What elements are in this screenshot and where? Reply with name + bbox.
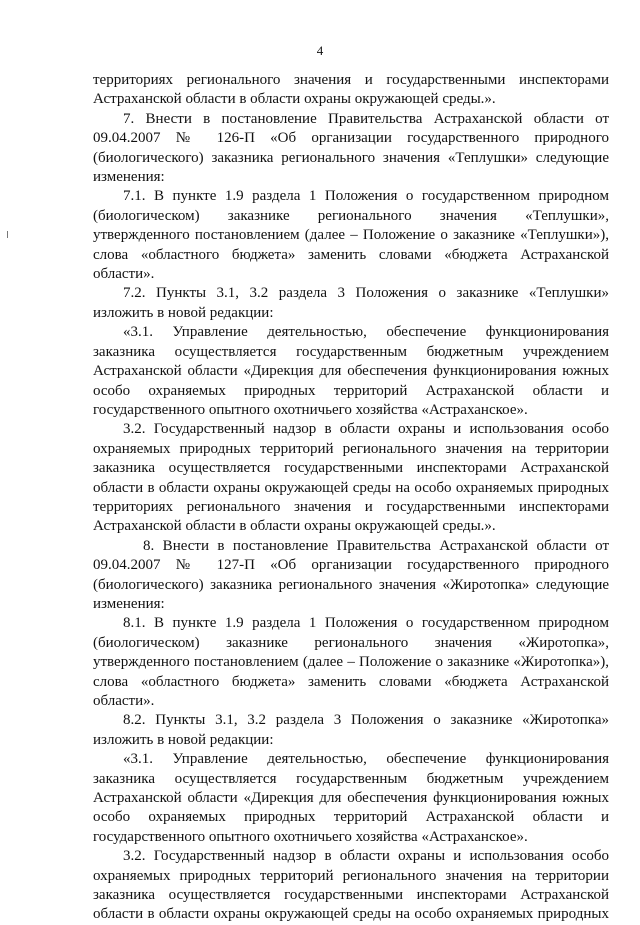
paragraph-continuation: территориях регионального значения и государственными инспекторами Астраханской области в области охраны окружающей среды.». [93, 72, 609, 108]
paragraph-item-8-1: 8.1. В пункте 1.9 раздела 1 Положения о государственном природном (биологическом) заказнике регионального значения «Жиротопка», утвержденного постановлением (далее – Положение о заказнике «Жиротопка»), слова «областного бюджета» заменить словами «бюджета Астраханской области». [93, 615, 609, 709]
paragraph-item-7-2: 7.2. Пункты 3.1, 3.2 раздела 3 Положения о заказнике «Теплушки» изложить в новой редакции: [93, 285, 609, 321]
paragraph-item-7: 7. Внести в постановление Правительства Астраханской области от 09.04.2007 № 126-П «Об организации государственного природного (биологического) заказника регионального значения «Теплушки» следующие изменения: [93, 110, 609, 186]
paragraph-item-8-2-3-1: «3.1. Управление деятельностью, обеспечение функционирования заказника осуществляется государственным бюджетным учреждением Астраханской области «Дирекция для обеспечения функционирования южных особо охраняемых природных территорий Астраханской области и государственного опытного охотничьего хозяйства «Астраханское». [93, 751, 609, 845]
paragraph-item-8-2-3-2: 3.2. Государственный надзор в области охраны и использования особо охраняемых природных территорий регионального значения на территории заказника осуществляется государственными инспекторами Астраханской области в области охраны окружающей среды на особо охраняемых природных [93, 848, 609, 923]
paragraph-item-7-1: 7.1. В пункте 1.9 раздела 1 Положения о государственном природном (биологическом) заказнике регионального значения «Теплушки», утвержденного постановлением (далее – Положение о заказнике «Теплушки»), слова «областного бюджета» заменить словами «бюджета Астраханской области». [93, 188, 609, 283]
paragraph-item-7-2-3-2: 3.2. Государственный надзор в области охраны и использования особо охраняемых природных территорий регионального значения на территории заказника осуществляется государственными инспекторами Астраханской области в области охраны окружающей среды на особо охраняемых природных территориях регионального значения и государственными инспекторами Астраханской области в области охраны окружающей среды.». [93, 421, 609, 535]
paragraph-item-8-2: 8.2. Пункты 3.1, 3.2 раздела 3 Положения о заказнике «Жиротопка» изложить в новой редакции: [93, 712, 609, 748]
paragraph-item-8: 8. Внести в постановление Правительства Астраханской области от 09.04.2007 № 127-П «Об организации государственного природного (биологического) заказника регионального значения «Жиротопка» следующие изменения: [93, 537, 609, 612]
paragraph-item-7-2-3-1: «3.1. Управление деятельностью, обеспечение функционирования заказника осуществляется государственным бюджетным учреждением Астраханской области «Дирекция для обеспечения функционирования южных особо охраняемых природных территорий Астраханской области и государственного опытного охотничьего хозяйства «Астраханское». [93, 324, 609, 418]
page-number: 4 [316, 43, 324, 58]
document-body [93, 71, 609, 925]
margin-mark [7, 231, 8, 238]
